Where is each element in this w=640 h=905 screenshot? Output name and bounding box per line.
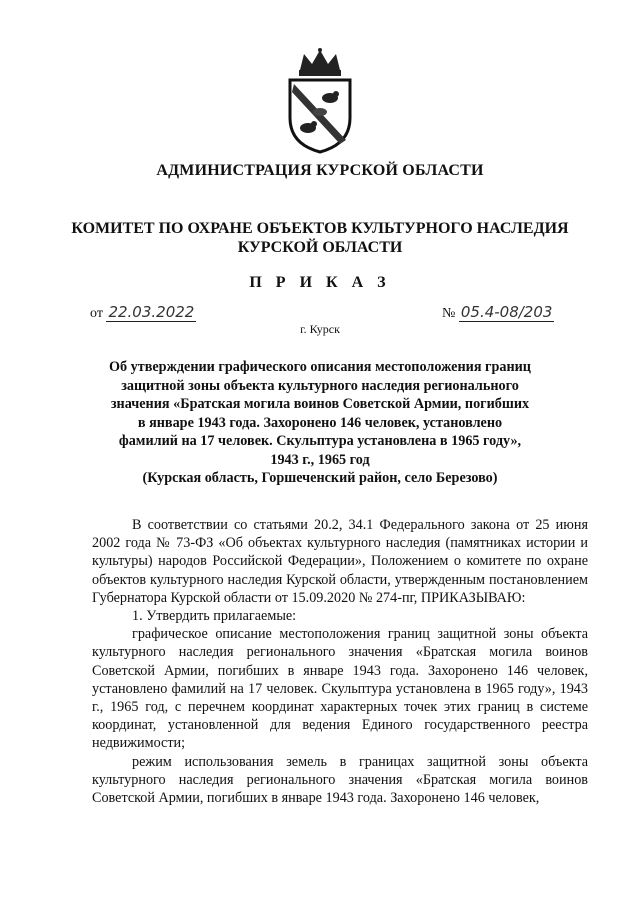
order-body [92, 516, 588, 807]
administration-title: АДМИНИСТРАЦИЯ КУРСКОЙ ОБЛАСТИ [156, 162, 484, 179]
body-paragraph: режим использования земель в границах защитной зоны объекта культурного наследия регионального значения «Братская могила воинов Советской Армии, погибших в январе 1943 года. Захоронено 146 человек, [92, 753, 588, 807]
city: г. Курск [300, 322, 340, 336]
subject-line: защитной зоны объекта культурного наследия регионального [121, 377, 519, 394]
order-subject [92, 358, 548, 488]
document-type: П Р И К А З [249, 274, 391, 291]
date-prefix: от [90, 306, 103, 321]
body-paragraph: 1. Утвердить прилагаемые: [132, 608, 297, 625]
order-number [442, 303, 554, 322]
committee-title-line1: КОМИТЕТ ПО ОХРАНЕ ОБЪЕКТОВ КУЛЬТУРНОГО НАСЛЕДИЯ [71, 220, 569, 237]
subject-line: фамилий на 17 человек. Скульптура установлена в 1965 году», [118, 433, 522, 449]
subject-line: значения «Братская могила воинов Советской Армии, погибших [110, 396, 530, 412]
order-date [90, 303, 196, 322]
subject-line: в январе 1943 года. Захоронено 146 человек, установлено [137, 414, 503, 431]
number-value: 05.4-08/203 [460, 303, 553, 321]
date-value: 22.03.2022 [108, 303, 195, 321]
committee-title [0, 219, 640, 257]
body-paragraph: В соответствии со статьями 20.2, 34.1 Федерального закона от 25 июня 2002 года № 73-ФЗ «Об объектах культурного наследия (памятниках истории и культуры) народов Российской Федерации», Положением о комитете по охране объектов культурного наследия Курской области, утвержденным постановлением Губернатора Курской области от 15.09.2020 № 274-пг, ПРИКАЗЫВАЮ: [92, 517, 588, 606]
body-paragraph: графическое описание местоположения границ защитной зоны объекта культурного наследия регионального значения «Братская могила воинов Советской Армии, погибших в январе 1943 года. Захоронено 146 человек, установлено фамилий на 17 человек. Скульптура установлена в 1965 году», 1943 г., 1965 год, с перечнем координат характерных точек этих границ в системе координат, установленной для ведения Единого государственного реестра недвижимости; [92, 626, 588, 752]
committee-title-line2: КУРСКОЙ ОБЛАСТИ [237, 239, 403, 256]
kursk-coat-of-arms-icon [284, 48, 356, 154]
subject-line: 1943 г., 1965 год [270, 451, 370, 468]
subject-line: Об утверждении графического описания местоположения границ [108, 359, 531, 375]
number-prefix: № [442, 306, 456, 321]
subject-line: (Курская область, Горшеченский район, село Березово) [142, 470, 498, 486]
